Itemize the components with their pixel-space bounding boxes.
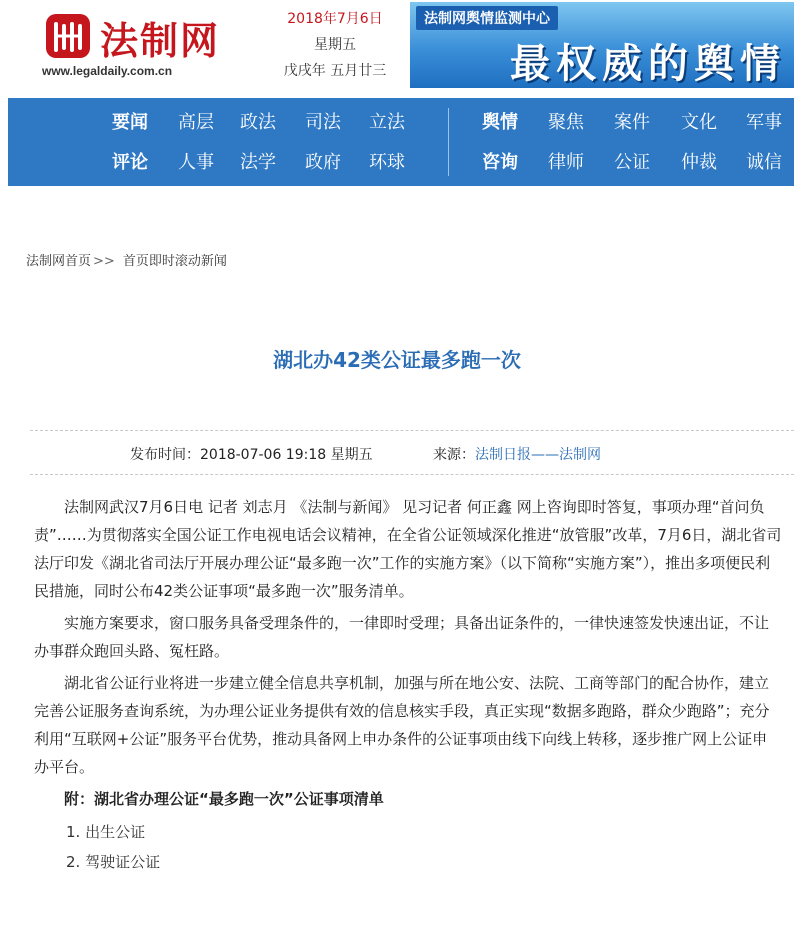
nav-item-gongzheng[interactable]: 公证 (614, 152, 650, 173)
banner-tag: 法制网舆情监测中心 (416, 6, 558, 30)
site-logo[interactable] (40, 8, 220, 78)
nav-item-jujiao[interactable]: 聚焦 (548, 112, 584, 133)
nav-item-lifa[interactable]: 立法 (369, 112, 405, 133)
nav-item-lvshi[interactable]: 律师 (548, 152, 584, 173)
source-label: 来源： (433, 447, 475, 463)
article-paragraph: 湖北省公证行业将进一步建立健全信息共享机制，加强与所在地公安、法院、工商等部门的配合协作，建立完善公证服务查询系统，为办理公证业务提供有效的信息核实手段，真正实现“数据多跑路，群众少跑路”；充分利用“互联网+公证”服务平台优势，推动具备网上申办条件的公证事项由线下向线上转移，逐步推广网上公证申办平台。 (34, 674, 770, 776)
title-divider (30, 430, 794, 431)
nav-item-zhengfa[interactable]: 政法 (240, 112, 276, 133)
appendix-title: 附：湖北省办理公证“最多跑一次”公证事项清单 (64, 790, 384, 808)
banner-slogan: 最权威的舆情 (510, 41, 786, 87)
breadcrumb-separator: >> (93, 254, 115, 269)
nav-item-zixun[interactable]: 咨询 (482, 152, 518, 173)
article-title: 湖北办42类公证最多跑一次 (273, 348, 521, 372)
nav-item-faxue[interactable]: 法学 (240, 152, 276, 173)
nav-item-yuqing[interactable]: 舆情 (482, 112, 518, 133)
logo-seal-icon (44, 12, 92, 60)
meta-divider (30, 474, 794, 475)
publish-time: 发布时间：2018-07-06 19:18 星期五 (130, 447, 373, 463)
list-item: 2. 驾驶证公证 (66, 853, 161, 871)
main-nav (8, 98, 794, 186)
breadcrumb (26, 250, 227, 269)
nav-item-chengxin[interactable]: 诚信 (746, 152, 782, 173)
nav-item-zhengfu[interactable]: 政府 (305, 152, 341, 173)
nav-item-sifa[interactable]: 司法 (305, 112, 341, 133)
nav-item-gaoceng[interactable]: 高层 (178, 112, 214, 133)
nav-item-junshi[interactable]: 军事 (746, 112, 782, 133)
date-text: 2018年7月6日 (287, 11, 383, 27)
nav-item-pinglun[interactable]: 评论 (112, 152, 148, 173)
nav-item-renshi[interactable]: 人事 (178, 152, 214, 173)
logo-url: www.legaldaily.com.cn (42, 64, 173, 78)
nav-item-yaowen[interactable]: 要闻 (112, 112, 148, 133)
nav-item-zhongcai[interactable]: 仲裁 (681, 152, 717, 173)
site-header (0, 0, 794, 96)
weekday-text: 星期五 (314, 37, 356, 53)
lunar-date-text: 戊戌年 五月廿三 (283, 63, 387, 79)
article-body (34, 493, 782, 877)
breadcrumb-home-link[interactable]: 法制网首页 (26, 254, 92, 269)
source-info (433, 444, 601, 464)
nav-item-huanqiu[interactable]: 环球 (369, 152, 405, 173)
date-box (270, 6, 400, 84)
article-paragraph: 实施方案要求，窗口服务具备受理条件的，一律即时受理；具备出证条件的，一律快速签发快速出证，不让办事群众跑回头路、冤枉路。 (34, 614, 770, 660)
source-link[interactable]: 法制日报——法制网 (475, 447, 601, 463)
nav-item-anjian[interactable]: 案件 (614, 112, 650, 133)
list-item: 1. 出生公证 (66, 823, 146, 841)
article-paragraph: 法制网武汉7月6日电 记者 刘志月 《法制与新闻》 见习记者 何正鑫 网上咨询即时答复，事项办理“首问负责”……为贯彻落实全国公证工作电视电话会议精神，在全省公证领域深化推进“放管服”改革，7月6日，湖北省司法厅印发《湖北省司法厅开展办理公证“最多跑一次”工作的实施方案》（以下简称“实施方案”），推出多项便民利民措施，同时公布42类公证事项“最多跑一次”服务清单。 (34, 498, 782, 600)
opinion-monitor-banner[interactable] (410, 2, 794, 88)
nav-item-wenhua[interactable]: 文化 (681, 112, 717, 133)
nav-divider (448, 108, 449, 176)
breadcrumb-current[interactable]: 首页即时滚动新闻 (122, 254, 227, 269)
logo-text: 法制网 (100, 18, 221, 63)
